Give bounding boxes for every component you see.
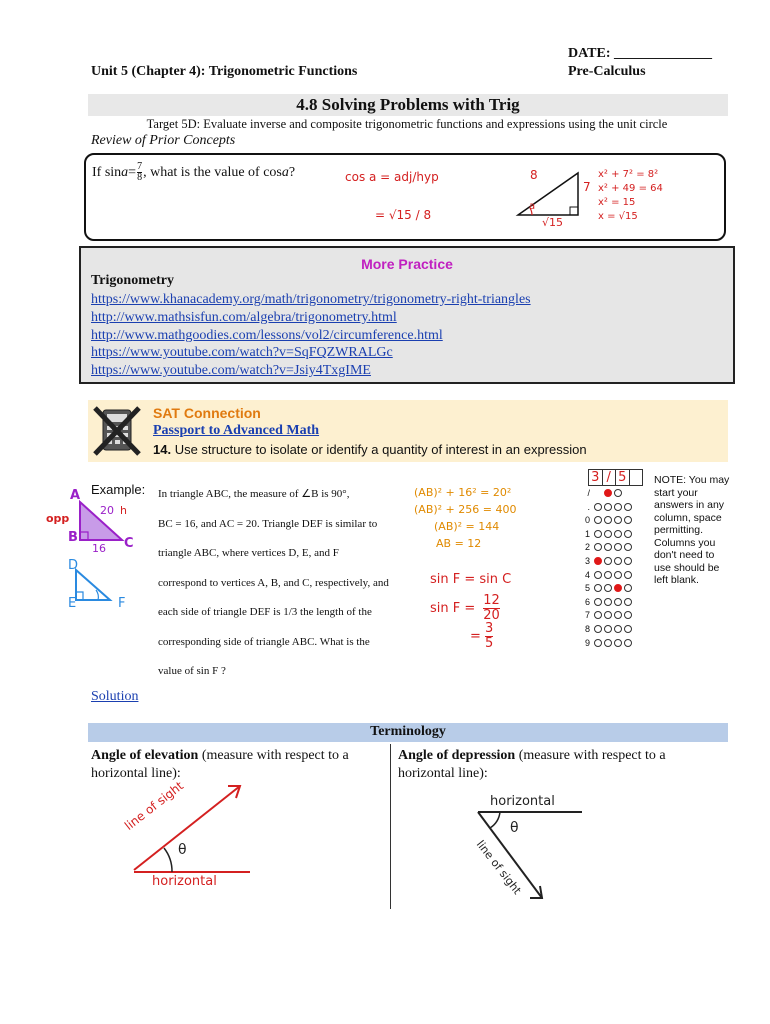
grid-bubble[interactable]: [624, 489, 632, 497]
elev-horizontal-label: horizontal: [152, 874, 217, 889]
elev-theta: θ: [178, 842, 187, 858]
grid-bubble[interactable]: [604, 625, 612, 633]
more-practice-heading: More Practice: [361, 256, 453, 272]
example-label: Example:: [91, 482, 146, 497]
grid-row-label: 0: [584, 515, 590, 526]
grid-row: [576, 515, 634, 525]
solution-link[interactable]: Solution: [91, 689, 139, 704]
grid-bubble[interactable]: [604, 557, 612, 565]
grid-bubble[interactable]: [604, 571, 612, 579]
terminology-divider: [390, 744, 391, 909]
grid-row-label: 8: [584, 624, 590, 634]
course-name: Pre-Calculus: [568, 64, 646, 79]
grid-bubble[interactable]: [604, 543, 612, 551]
target-text: Target 5D: Evaluate inverse and composite trigonometric functions and expressions using the unit circle: [146, 117, 668, 131]
grid-bubble[interactable]: [594, 639, 602, 647]
grid-row: [576, 542, 634, 552]
sin-equality: sin F = sin C: [430, 572, 512, 587]
grid-row: [576, 583, 634, 593]
grid-bubble[interactable]: [594, 516, 602, 524]
grid-bubble[interactable]: [594, 625, 602, 633]
sin-fraction: sin F = $\frac{12}{20}$: [430, 593, 500, 623]
grid-row-label: .: [587, 501, 590, 512]
example-problem: In triangle ABC, the measure of ∠B is 90°, BC = 16, and AC = 20. Triangle DEF is similar to triangle ABC, where vertices D, E, and F correspond to vertices A, B, and C, respectively, and each side of triangle DEF is 1/3 the length of the corresponding side of triangle ABC. What is the value of sin F ?: [158, 488, 389, 677]
grid-bubble[interactable]: [624, 516, 632, 524]
grid-bubble[interactable]: [594, 543, 602, 551]
grid-row: [576, 529, 634, 539]
grid-bubble[interactable]: [594, 598, 602, 606]
grid-bubble[interactable]: [614, 598, 622, 606]
no-calculator-icon: [91, 402, 143, 458]
grid-bubble[interactable]: [614, 625, 622, 633]
vertex-f: F: [118, 596, 126, 611]
grid-bubble[interactable]: [604, 639, 612, 647]
vertex-d: D: [68, 558, 79, 573]
grid-bubble[interactable]: [604, 516, 612, 524]
grid-row-label: 2: [584, 542, 590, 553]
sin-result: = $\frac{3}{5}$: [470, 621, 494, 651]
grid-bubble[interactable]: [594, 489, 602, 497]
work-cos-def: cos a = adj/hyp: [345, 170, 439, 184]
answer-boxes: [588, 469, 643, 486]
grid-bubble[interactable]: [604, 611, 612, 619]
grid-bubble[interactable]: [604, 503, 612, 511]
answer-box-3: 5: [616, 470, 630, 485]
grid-bubble[interactable]: [624, 557, 632, 565]
grid-bubble[interactable]: [594, 611, 602, 619]
grid-row: [576, 488, 634, 498]
review-question: If sin a = $\frac{7}{8}$ , what is the value of cos a ?: [92, 161, 296, 183]
grid-bubble[interactable]: [614, 543, 622, 551]
grid-row-label: /: [587, 488, 590, 498]
sat-heading: SAT Connection: [153, 405, 261, 421]
work-cos-result: = √15 / 8: [375, 208, 432, 222]
grid-row: [576, 502, 634, 512]
passport-link[interactable]: Passport to Advanced Math: [153, 423, 320, 438]
pythagoras-work: (AB)² + 16² = 20² (AB)² + 256 = 400 (AB)² = 144 AB = 12: [414, 486, 517, 550]
opp-label: opp: [46, 512, 70, 525]
review-heading: Review of Prior Concepts: [91, 133, 236, 148]
grid-bubble[interactable]: [594, 503, 602, 511]
answer-box-1: 3: [589, 470, 603, 485]
practice-link-2[interactable]: http://www.mathsisfun.com/algebra/trigonometry.html: [91, 309, 397, 325]
grid-bubble[interactable]: [614, 516, 622, 524]
vertex-b: B: [68, 530, 78, 545]
grid-row-label: 5: [584, 583, 590, 594]
unit-title: Unit 5 (Chapter 4): Trigonometric Functions: [91, 64, 358, 79]
grid-bubble[interactable]: [604, 530, 612, 538]
grid-bubble[interactable]: [614, 639, 622, 647]
practice-link-1[interactable]: https://www.khanacademy.org/math/trigonometry/trigonometry-right-triangles: [91, 292, 531, 307]
page-title: 4.8 Solving Problems with Trig: [296, 95, 520, 114]
grid-bubble[interactable]: [604, 598, 612, 606]
grid-bubble[interactable]: [614, 584, 622, 592]
grid-row: [576, 610, 634, 620]
tri-adj-label: √15: [542, 216, 564, 229]
grid-bubble[interactable]: [594, 557, 602, 565]
grid-note: NOTE: You may start your answers in any column, space permitting. Columns you don't need to use should be left blank.: [654, 474, 730, 586]
tri-hyp-label: 8: [530, 168, 538, 182]
sat-item: 14. Use structure to isolate or identify a quantity of interest in an expression: [153, 442, 587, 457]
practice-link-4[interactable]: https://www.youtube.com/watch?v=SqFQZWRALGc: [91, 345, 393, 361]
practice-links: [91, 291, 531, 380]
hyp-label: h: [120, 504, 127, 517]
grid-bubble[interactable]: [614, 557, 622, 565]
grid-bubble[interactable]: [624, 503, 632, 511]
grid-bubble[interactable]: [624, 530, 632, 538]
grid-bubble[interactable]: [594, 530, 602, 538]
grid-bubble[interactable]: [614, 530, 622, 538]
grid-row: [576, 597, 634, 607]
grid-row: [576, 570, 634, 580]
pythagorean-work: x² + 7² = 8² x² + 49 = 64 x² = 15 x = √15: [598, 169, 663, 222]
grid-row-label: 7: [584, 610, 590, 621]
practice-topic: Trigonometry: [91, 273, 174, 288]
vertex-c: C: [124, 536, 134, 551]
answer-box-2: /: [603, 470, 617, 485]
tri-angle-label: a: [529, 201, 536, 212]
elevation-definition: Angle of elevation (measure with respect to a horizontal line):: [91, 748, 349, 781]
grid-bubble[interactable]: [604, 489, 612, 497]
elev-line-of-sight-label: line of sight: [122, 778, 187, 834]
vertex-a: A: [70, 488, 81, 503]
grid-bubble[interactable]: [614, 571, 622, 579]
grid-bubble[interactable]: [604, 584, 612, 592]
grid-bubble[interactable]: [594, 571, 602, 579]
answer-box-4: [630, 470, 643, 485]
grid-bubble[interactable]: [614, 611, 622, 619]
practice-link-3[interactable]: http://www.mathgoodies.com/lessons/vol2/circumference.html: [91, 327, 443, 343]
date-label: DATE: ______________: [568, 46, 713, 61]
grid-bubble[interactable]: [614, 489, 622, 497]
grid-bubble[interactable]: [624, 611, 632, 619]
grid-bubble[interactable]: [624, 571, 632, 579]
grid-bubble[interactable]: [624, 543, 632, 551]
grid-row: [576, 638, 634, 648]
grid-row-label: 6: [584, 596, 590, 607]
dep-horizontal-label: horizontal: [490, 794, 555, 809]
grid-row: [576, 624, 634, 634]
side-20: 20: [100, 504, 114, 517]
tri-opp-label: 7: [583, 180, 591, 194]
dep-line-of-sight-label: line of sight: [473, 838, 524, 897]
grid-row: [576, 556, 634, 566]
vertex-e: E: [68, 596, 77, 611]
grid-row-label: 9: [584, 637, 590, 648]
grid-row-label: 3: [584, 556, 590, 566]
dep-theta: θ: [510, 820, 519, 836]
practice-link-5[interactable]: https://www.youtube.com/watch?v=Jsiy4TxgIME: [91, 363, 371, 379]
grid-bubble[interactable]: [624, 584, 632, 592]
grid-bubble[interactable]: [614, 503, 622, 511]
depression-definition: Angle of depression (measure with respect to a horizontal line):: [398, 748, 666, 781]
grid-bubble[interactable]: [624, 639, 632, 647]
grid-bubble[interactable]: [624, 625, 632, 633]
grid-row-label: 1: [584, 528, 590, 539]
grid-bubble[interactable]: [594, 584, 602, 592]
grid-bubble[interactable]: [624, 598, 632, 606]
grid-row-label: 4: [584, 569, 590, 580]
side-16: 16: [92, 542, 106, 555]
terminology-heading: Terminology: [370, 724, 446, 739]
